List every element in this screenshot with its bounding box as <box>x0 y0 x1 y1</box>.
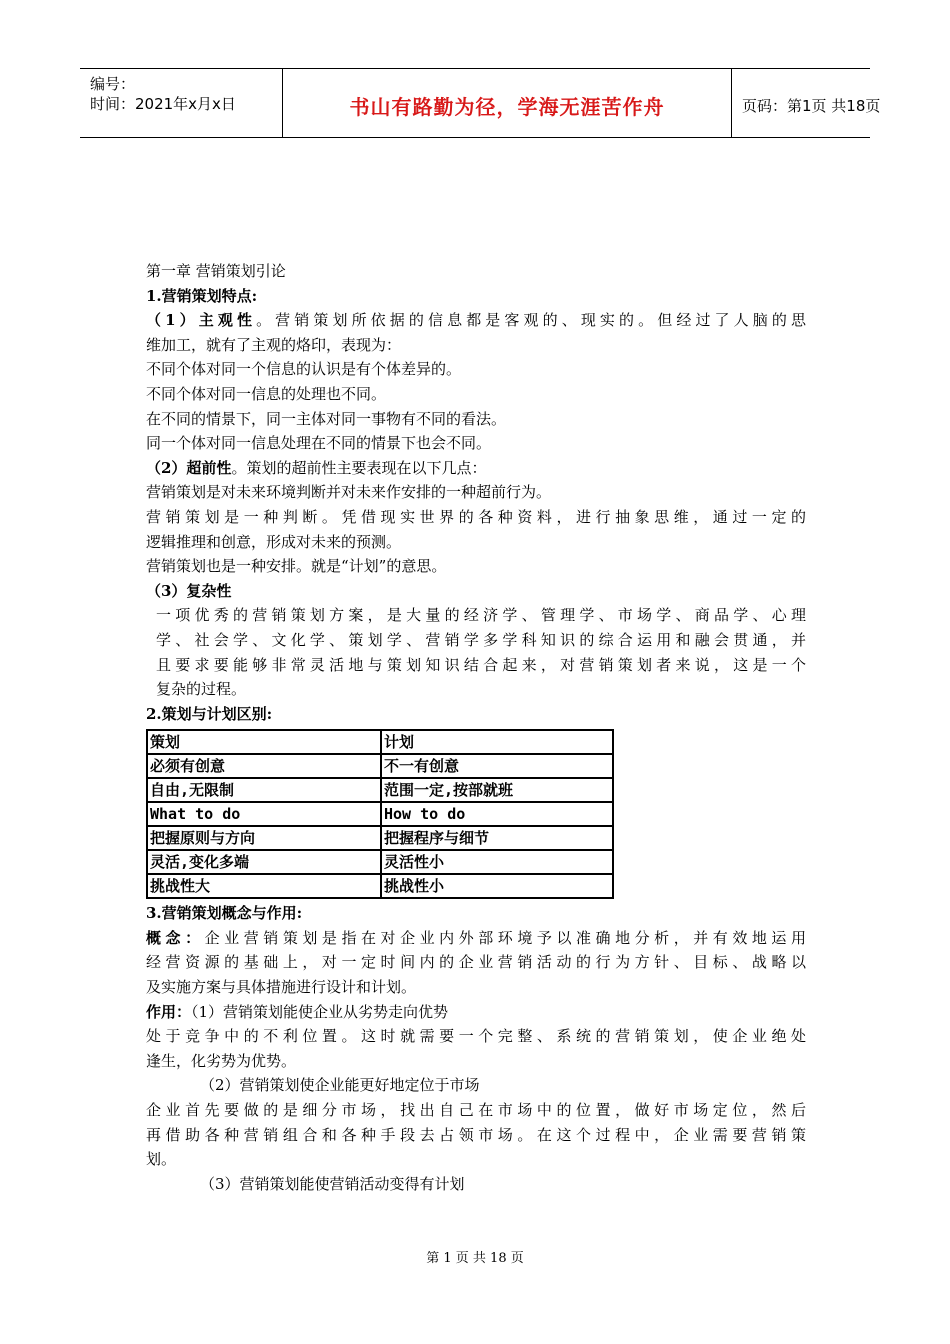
header-motto: 书山有路勤为径，学海无涯苦作舟 <box>349 95 665 119</box>
subjectivity-title: （1）主观性 <box>146 311 257 330</box>
table-cell: What to do <box>147 802 381 826</box>
table-row <box>147 850 613 874</box>
section2-heading: 2.策划与计划区别: <box>146 704 273 723</box>
role1-line1: 处于竞争中的不利位置。这时就需要一个完整、系统的营销策划，使企业绝处 <box>146 1027 806 1046</box>
table-cell: 挑战性小 <box>381 874 613 898</box>
complexity-line: 复杂的过程。 <box>156 680 247 699</box>
role1-line2: 逢生，化劣势为优势。 <box>146 1051 297 1070</box>
comparison-table <box>146 729 614 899</box>
header-page-cell <box>732 69 881 137</box>
document-body <box>146 259 806 1196</box>
table-row <box>147 754 613 778</box>
table-row <box>147 778 613 802</box>
table-cell: 把握原则与方向 <box>147 826 381 850</box>
role2-line3: 划。 <box>146 1150 177 1169</box>
header-page-info: 页码：第1页 共18页 <box>742 97 881 115</box>
table-header-row <box>147 730 613 754</box>
doc-number-label: 编号： <box>90 75 136 93</box>
header-motto-cell <box>283 69 732 137</box>
chapter-title: 第一章 营销策划引论 <box>146 262 286 280</box>
complexity-line: 且要求要能够非常灵活地与策划知识结合起来，对营销策划者来说，这是一个 <box>156 655 806 674</box>
header-info-cell <box>80 69 283 137</box>
table-header-cell: 计划 <box>381 730 613 754</box>
list-item: 逻辑推理和创意，形成对未来的预测。 <box>146 532 402 551</box>
concept-paragraph-line2: 经营资源的基础上，对一定时间内的企业营销活动的行为方针、目标、战略以 <box>146 953 806 972</box>
table-header-cell: 策划 <box>147 730 381 754</box>
foresight-title: （2）超前性 <box>146 458 232 477</box>
foresight-paragraph: （2）超前性。策划的超前性主要表现在以下几点： <box>146 458 487 477</box>
list-item: 不同个体对同一信息的处理也不同。 <box>146 384 387 403</box>
table-cell: 自由,无限制 <box>147 778 381 802</box>
list-item: 营销策划是对未来环境判断并对未来作安排的一种超前行为。 <box>146 483 552 502</box>
table-cell: 灵活,变化多端 <box>147 850 381 874</box>
list-item: 同一个体对同一信息处理在不同的情景下也会不同。 <box>146 434 492 453</box>
concept-paragraph-line3: 及实施方案与具体措施进行设计和计划。 <box>146 978 417 997</box>
list-item: 不同个体对同一个信息的认识是有个体差异的。 <box>146 360 462 379</box>
table-cell: 必须有创意 <box>147 754 381 778</box>
role-paragraph: 作用：（1）营销策划能使企业从劣势走向优势 <box>146 1002 449 1021</box>
table-cell: How to do <box>381 802 613 826</box>
table-cell: 挑战性大 <box>147 874 381 898</box>
role3-title: （3）营销策划能使营销活动变得有计划 <box>200 1174 465 1193</box>
role-label: 作用： <box>146 1002 192 1021</box>
complexity-title: （3）复杂性 <box>146 581 232 600</box>
table-cell: 不一有创意 <box>381 754 613 778</box>
list-item: 营销策划是一种判断。凭借现实世界的各种资料，进行抽象思维，通过一定的 <box>146 507 806 526</box>
page-footer: 第 1 页 共 18 页 <box>426 1251 524 1266</box>
table-cell: 把握程序与细节 <box>381 826 613 850</box>
table-row <box>147 826 613 850</box>
table-row <box>147 802 613 826</box>
doc-date-label: 时间：2021年x月x日 <box>90 95 236 113</box>
table-cell: 范围一定,按部就班 <box>381 778 613 802</box>
subjectivity-paragraph-line1: （1）主观性。营销策划所依据的信息都是客观的、现实的。但经过了人脑的思 <box>146 311 806 330</box>
section1-heading: 1.营销策划特点: <box>146 286 258 305</box>
complexity-line: 学、社会学、文化学、策划学、营销学多学科知识的综合运用和融会贯通，并 <box>156 630 806 649</box>
list-item: 在不同的情景下，同一主体对同一事物有不同的看法。 <box>146 409 507 428</box>
subjectivity-paragraph-line2: 维加工，就有了主观的烙印，表现为： <box>146 335 402 354</box>
role2-line1: 企业首先要做的是细分市场，找出自己在市场中的位置，做好市场定位，然后 <box>146 1101 806 1120</box>
table-cell: 灵活性小 <box>381 850 613 874</box>
role2-title: （2）营销策划使企业能更好地定位于市场 <box>200 1076 480 1095</box>
table-row <box>147 874 613 898</box>
concept-label: 概念： <box>146 928 205 947</box>
complexity-line: 一项优秀的营销策划方案，是大量的经济学、管理学、市场学、商品学、心理 <box>156 606 806 625</box>
section3-heading: 3.营销策划概念与作用: <box>146 904 303 923</box>
page-header <box>80 68 881 138</box>
list-item: 营销策划也是一种安排。就是“计划”的意思。 <box>146 557 447 576</box>
role2-line2: 再借助各种营销组合和各种手段去占领市场。在这个过程中，企业需要营销策 <box>146 1125 806 1144</box>
concept-paragraph-line1: 概念：企业营销策划是指在对企业内外部环境予以准确地分析，并有效地运用 <box>146 928 806 947</box>
